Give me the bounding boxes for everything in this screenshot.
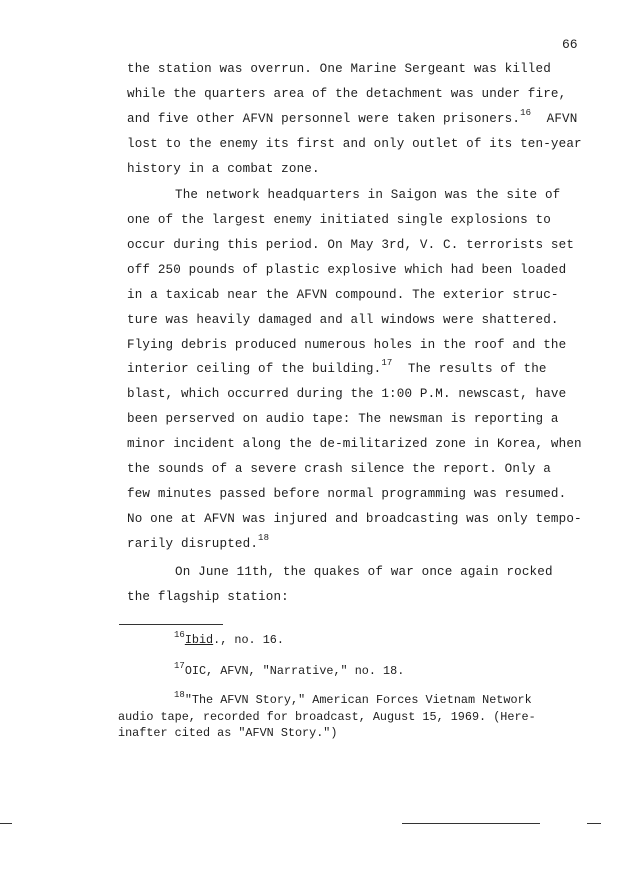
footnote-18: $^{18}$"The AFVN Story," American Forces Vietnam Network	[174, 690, 532, 707]
body-line: the sounds of a severe crash silence the report. Only a	[127, 462, 551, 476]
body-line: rarily disrupted.$^{18}$	[127, 533, 270, 551]
body-line: Flying debris produced numerous holes in the roof and the	[127, 338, 567, 352]
footnote-18-cont: audio tape, recorded for broadcast, August 15, 1969. (Here-	[118, 710, 536, 724]
body-line: and five other AFVN personnel were taken prisoners.$^{16}$ AFVN	[127, 108, 578, 126]
body-line: few minutes passed before normal programming was resumed.	[127, 487, 567, 501]
body-line: the station was overrun. One Marine Sergeant was killed	[127, 62, 551, 76]
body-line: No one at AFVN was injured and broadcasting was only tempo-	[127, 512, 582, 526]
body-line: minor incident along the de-militarized zone in Korea, when	[127, 437, 582, 451]
footnote-18-cont: inafter cited as "AFVN Story.")	[118, 726, 338, 740]
body-line: interior ceiling of the building.$^{17}$ The results of the	[127, 358, 547, 376]
body-line: while the quarters area of the detachment was under fire,	[127, 87, 567, 101]
footnote-ref-17: 17	[381, 358, 393, 368]
body-line: in a taxicab near the AFVN compound. The exterior struc-	[127, 288, 559, 302]
body-line: blast, which occurred during the 1:00 P.M. newscast, have	[127, 387, 567, 401]
footnote-16: $^{16}$Ibid., no. 16.	[174, 630, 284, 647]
body-line: been perserved on audio tape: The newsman is reporting a	[127, 412, 559, 426]
footnote-ref-16: 16	[520, 108, 532, 118]
scan-mark	[0, 823, 12, 824]
body-line: lost to the enemy its first and only outlet of its ten-year	[127, 137, 582, 151]
footnote-17: $^{17}$OIC, AFVN, "Narrative," no. 18.	[174, 661, 405, 678]
page-number: 66	[562, 37, 578, 52]
footnote-ref-18: 18	[258, 533, 270, 543]
scan-mark	[587, 823, 601, 824]
body-line: the flagship station:	[127, 590, 289, 604]
body-line: ture was heavily damaged and all windows were shattered.	[127, 313, 559, 327]
body-line: one of the largest enemy initiated single explosions to	[127, 213, 551, 227]
paragraph-start: On June 11th, the quakes of war once again rocked	[175, 565, 553, 579]
body-line: off 250 pounds of plastic explosive which had been loaded	[127, 263, 567, 277]
body-line: history in a combat zone.	[127, 162, 320, 176]
scan-mark	[402, 823, 540, 824]
body-line: occur during this period. On May 3rd, V. C. terrorists set	[127, 238, 575, 252]
paragraph-start: The network headquarters in Saigon was the site of	[175, 188, 561, 202]
footnote-separator	[119, 624, 223, 625]
